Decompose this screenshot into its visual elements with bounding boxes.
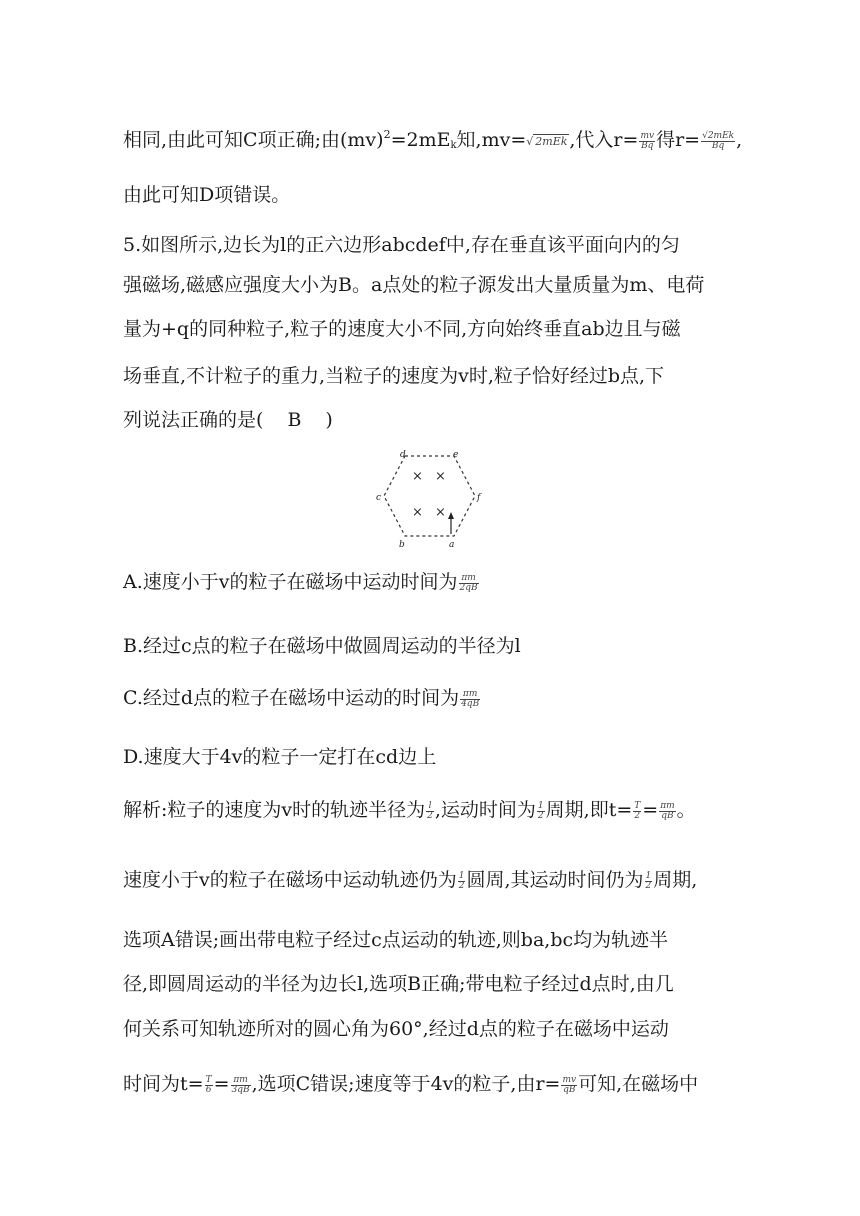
- question-line: [123, 411, 333, 430]
- fraction: $\frac{\pi m}{3qB}$: [231, 1074, 250, 1095]
- question-line: 5.如图所示,边长为l的正六边形abcdef中,存在垂直该平面向内的匀: [123, 234, 680, 256]
- field-mark: ×: [435, 505, 446, 520]
- text-line: 由此可知D项错误。: [123, 184, 291, 206]
- superscript: 2: [383, 128, 391, 141]
- fraction: $\frac{mv}{Bq}$: [640, 130, 655, 151]
- option-b: B.经过c点的粒子在磁场中做圆周运动的半径为l: [123, 635, 521, 657]
- fraction: $\frac{1}{2}$: [537, 800, 544, 821]
- fraction: $\frac{l}{2}$: [427, 800, 433, 821]
- solution-line: [123, 801, 696, 821]
- question-line: 强磁场,磁感应强度大小为B。a点处的粒子源发出大量质量为m、电荷: [123, 274, 705, 296]
- vertex-label-d: d: [400, 450, 406, 460]
- vertex-label-e: e: [453, 450, 459, 460]
- fraction: $\frac{\text{√2mEk}}{Bq}$: [702, 130, 735, 151]
- text-fragment: 周期,即t=: [545, 799, 633, 821]
- vertex-label-f: f: [477, 493, 481, 503]
- sqrt-expression: √ 2mEk: [526, 134, 568, 148]
- text-fragment: 得r=: [656, 129, 701, 151]
- text-fragment: =: [213, 1073, 230, 1095]
- solution-line: [123, 1075, 698, 1095]
- text-line: [123, 129, 742, 151]
- text-fragment: 速度小于v的粒子在磁场中运动轨迹仍为: [123, 869, 457, 891]
- solution-line: 选项A错误;画出带电粒子经过c点运动的轨迹,则ba,bc均为轨迹半: [123, 929, 669, 951]
- solution-line: 径,即圆周运动的半径为边长l,选项B正确;带电粒子经过d点时,由几: [123, 973, 674, 995]
- field-mark: ×: [412, 505, 423, 520]
- vertex-label-b: b: [399, 540, 405, 550]
- text-fragment: 列说法正确的是(: [123, 409, 264, 431]
- text-fragment: ,: [736, 129, 743, 151]
- text-fragment: 周期,: [653, 869, 698, 891]
- text-fragment: 解析:粒子的速度为v时的轨迹半径为: [123, 799, 426, 821]
- text-fragment: 相同,由此可知C项正确;由(mv): [123, 129, 384, 151]
- text-fragment: ,运动时间为: [434, 799, 536, 821]
- text-fragment: 可知,在磁场中: [578, 1073, 699, 1095]
- solution-line: 何关系可知轨迹所对的圆心角为60°,经过d点的粒子在磁场中运动: [123, 1018, 669, 1040]
- text-fragment: 。: [676, 799, 696, 821]
- fraction: $\frac{1}{2}$: [645, 870, 652, 891]
- text-fragment: 圆周,其运动时间仍为: [466, 869, 644, 891]
- text-fragment: 时间为t=: [123, 1073, 204, 1095]
- vertex-label-c: c: [376, 493, 382, 503]
- text-fragment: 知,mv=: [456, 129, 527, 151]
- text-fragment: ): [325, 409, 333, 431]
- fraction: $\frac{mv}{qB}$: [562, 1074, 577, 1095]
- field-mark: ×: [412, 469, 423, 484]
- fraction: $\frac{\pi m}{2qB}$: [459, 572, 478, 593]
- text-fragment: ,选项C错误;速度等于4v的粒子,由r=: [251, 1073, 561, 1095]
- text-fragment: =: [642, 799, 659, 821]
- option-c: [123, 689, 481, 709]
- text-fragment: ,代入r=: [569, 129, 639, 151]
- field-mark: ×: [435, 469, 446, 484]
- fraction: $\frac{\pi m}{qB}$: [660, 800, 675, 821]
- fraction: $\frac{\pi m}{4qB}$: [461, 688, 480, 709]
- fraction: $\frac{1}{2}$: [458, 870, 465, 891]
- text-fragment: =2mE: [390, 129, 451, 151]
- question-line: 场垂直,不计粒子的重力,当粒子的速度为v时,粒子恰好经过b点,下: [123, 365, 665, 387]
- fraction: $\frac{T}{2}$: [634, 800, 641, 821]
- subscript: k: [450, 140, 457, 151]
- option-d: D.速度大于4v的粒子一定打在cd边上: [123, 746, 437, 768]
- answer-choice: B: [287, 409, 302, 431]
- hexagon-outline: [384, 456, 475, 536]
- text-fragment: A.速度小于v的粒子在磁场中运动时间为: [123, 571, 458, 593]
- hexagon-figure: [360, 446, 500, 550]
- solution-line: [123, 871, 697, 891]
- text-fragment: C.经过d点的粒子在磁场中运动的时间为: [123, 687, 460, 709]
- vertex-label-a: a: [449, 540, 455, 550]
- question-line: 量为+q的同种粒子,粒子的速度大小不同,方向始终垂直ab边且与磁: [123, 318, 681, 340]
- velocity-arrowhead: [448, 512, 454, 519]
- option-a: [123, 573, 480, 593]
- fraction: $\frac{T}{6}$: [205, 1074, 212, 1095]
